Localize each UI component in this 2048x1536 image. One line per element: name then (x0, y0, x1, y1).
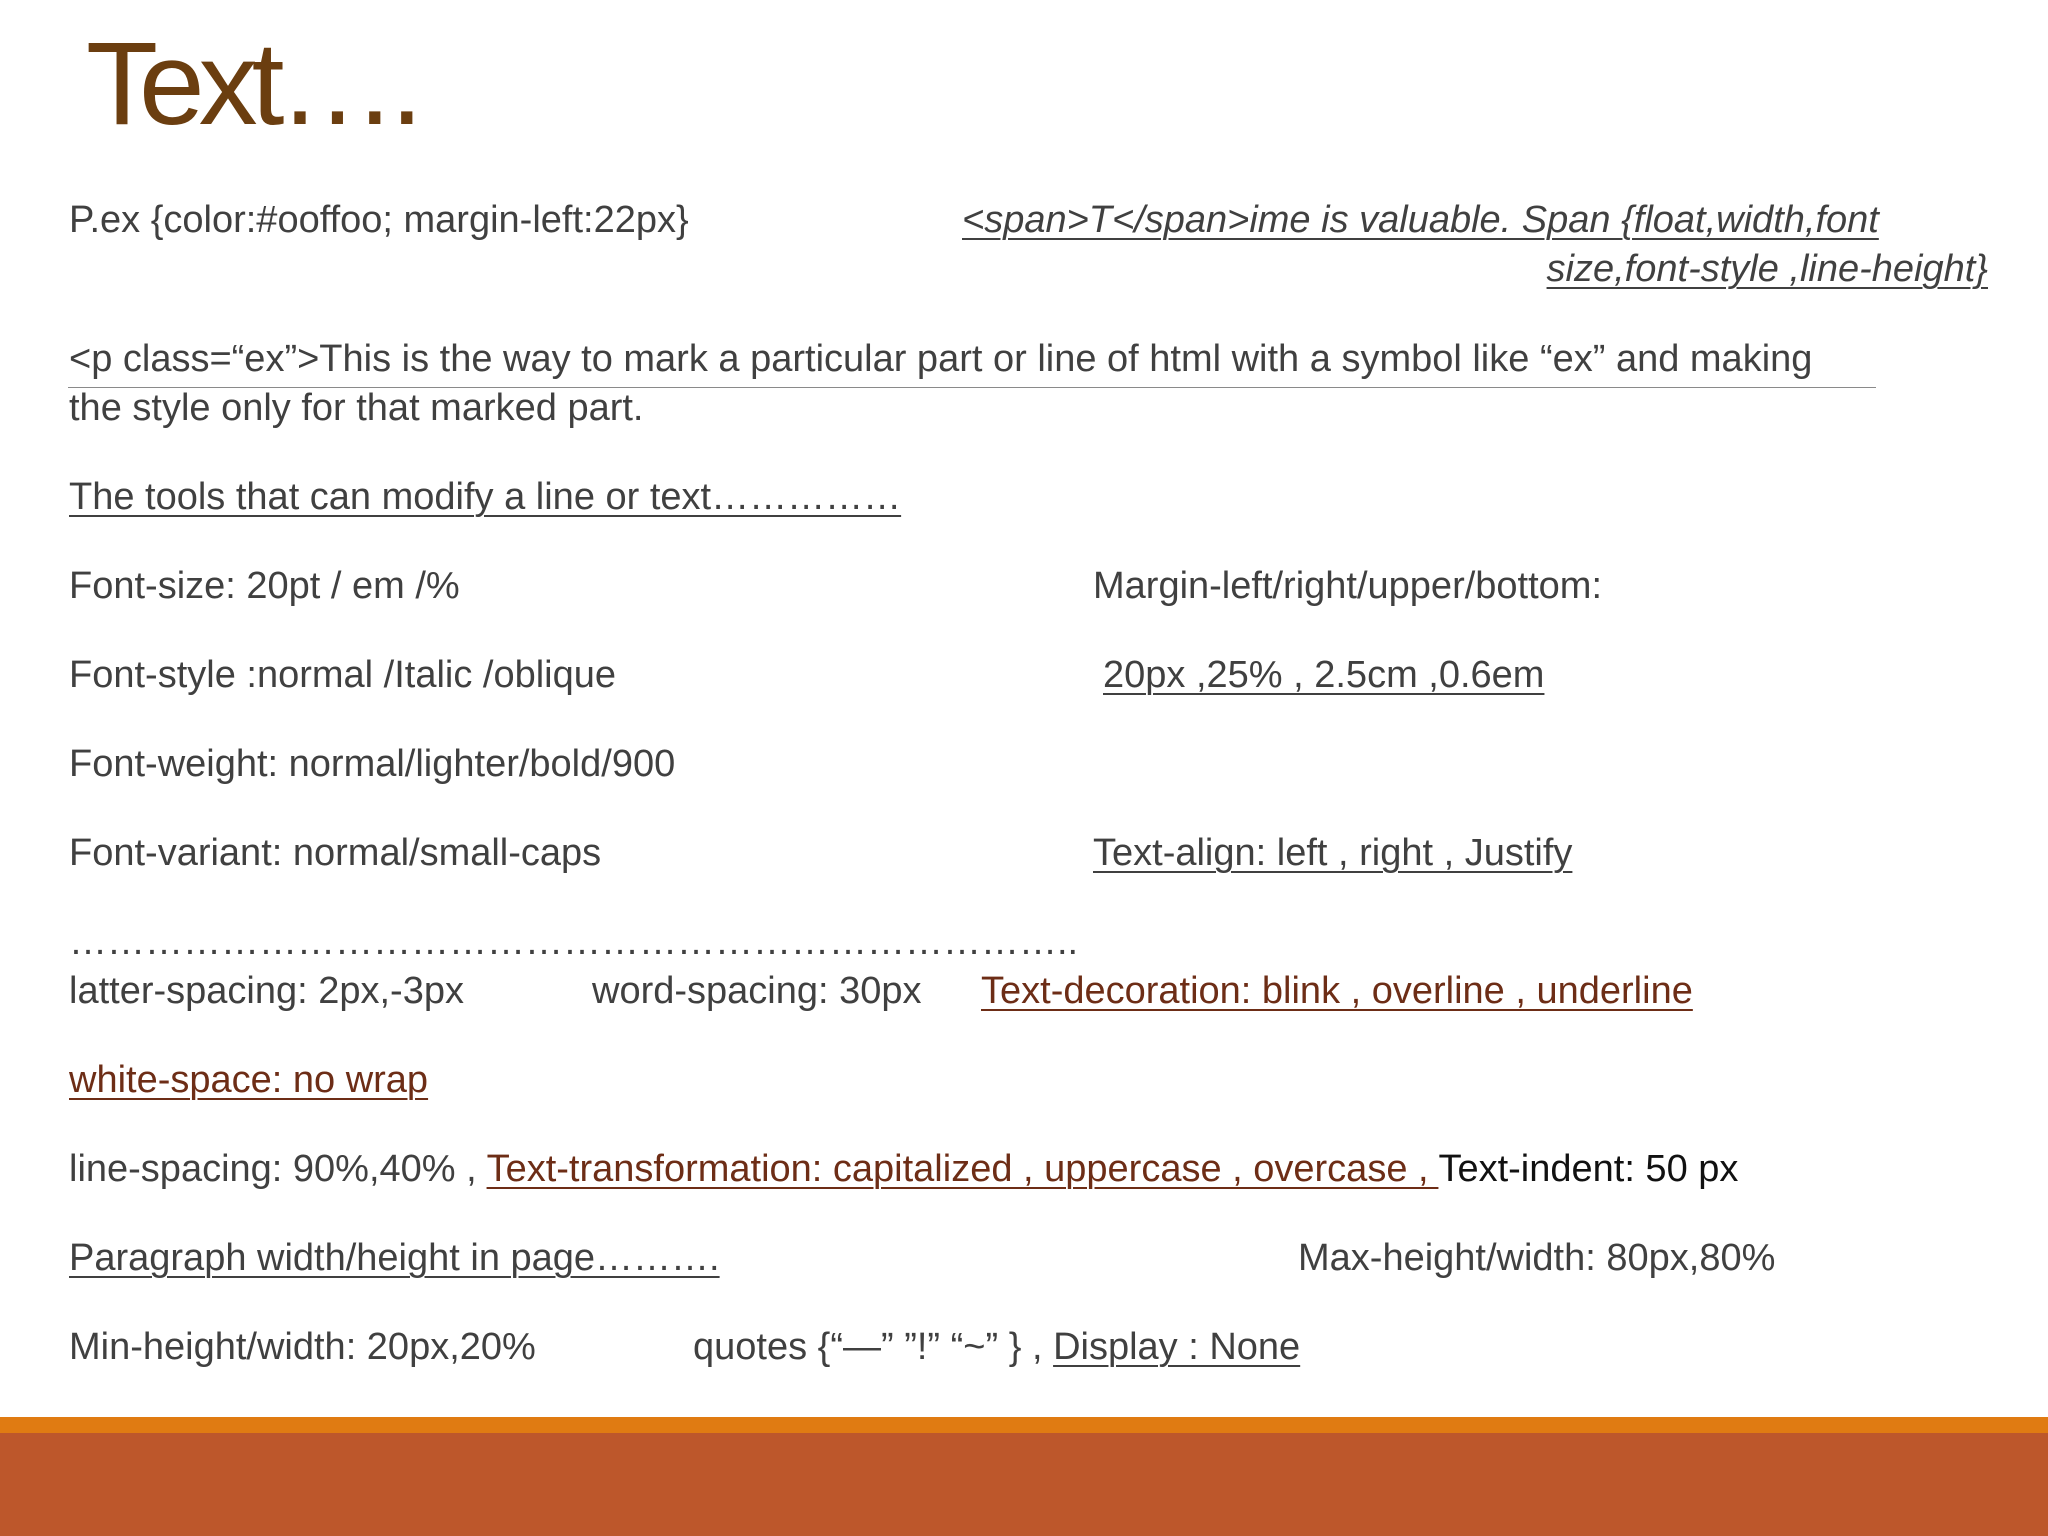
quotes-text: quotes {“—” ”!” “~” } , (693, 1326, 1054, 1368)
text-decoration-line: Text-decoration: blink , overline , underline (981, 970, 1693, 1012)
min-height-width-line: Min-height/width: 20px,20% (69, 1326, 536, 1368)
line-spacing-row (69, 1145, 1738, 1193)
word-spacing-line: word-spacing: 30px (592, 970, 922, 1012)
letter-spacing-line: latter-spacing: 2px,-3px (69, 970, 464, 1012)
pex-rule: P.ex {color:#ooffoo; margin-left:22px} (69, 199, 689, 241)
class-description-line1: <p class=“ex”>This is the way to mark a particular part or line of html with a symbol like “ex” and making (69, 338, 1813, 380)
white-space-line: white-space: no wrap (69, 1059, 429, 1101)
line-spacing-text: line-spacing: 90%,40% , (69, 1148, 487, 1190)
text-transformation-text: Text-transformation: capitalized , uppercase , overcase , (486, 1148, 1439, 1190)
paragraph-heading: Paragraph width/height in page………. (69, 1237, 720, 1279)
text-indent-text: Text-indent: 50 px (1438, 1148, 1739, 1190)
dotted-separator: …………………………………………………………………….. (69, 921, 1079, 963)
slide-title: Text…. (86, 18, 418, 150)
quotes-row (693, 1323, 1300, 1371)
span-note-line2: size,font-style ,line-height} (1546, 248, 1988, 290)
class-description-line2: the style only for that marked part. (69, 387, 644, 429)
font-size-line: Font-size: 20pt / em /% (69, 565, 460, 607)
tools-heading: The tools that can modify a line or text…………… (69, 476, 902, 518)
font-variant-line: Font-variant: normal/small-caps (69, 832, 602, 874)
margin-values-line: 20px ,25% , 2.5cm ,0.6em (1103, 654, 1545, 696)
font-weight-line: Font-weight: normal/lighter/bold/900 (69, 743, 676, 785)
font-style-line: Font-style :normal /Italic /oblique (69, 654, 617, 696)
footer-band-orange (0, 1417, 2048, 1433)
margin-line: Margin-left/right/upper/bottom: (1093, 565, 1603, 607)
max-height-width-line: Max-height/width: 80px,80% (1298, 1237, 1776, 1279)
text-align-line: Text-align: left , right , Justify (1093, 832, 1573, 874)
span-note-line1: <span>T</span>ime is valuable. Span {float,width,font (962, 199, 1879, 241)
display-none-text: Display : None (1053, 1326, 1301, 1368)
footer-band-rust (0, 1433, 2048, 1536)
